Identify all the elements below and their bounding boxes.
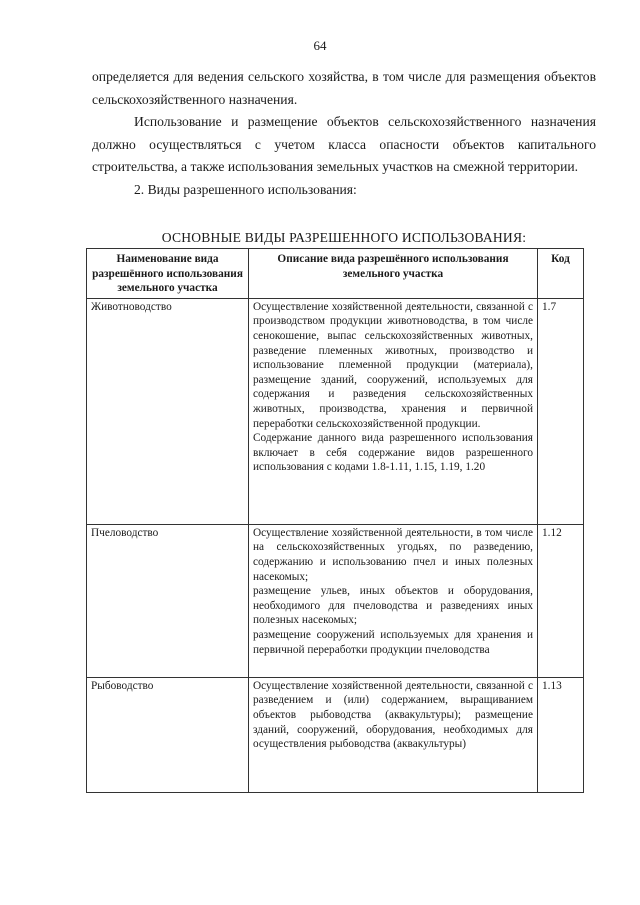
header-description: Описание вида разрешённого использования земельного участка xyxy=(249,249,538,299)
description-part: Содержание данного вида разрешенного использования включает в себя содержание видов разрешенного использования с кодами 1.8-1.11, 1.15, 1.19, 1.20 xyxy=(253,432,533,474)
paragraph-continuation: определяется для ведения сельского хозяйства, в том числе для размещения объектов сельскохозяйственного назначения. xyxy=(92,69,596,107)
table-row xyxy=(87,677,584,792)
table-caption: ОСНОВНЫЕ ВИДЫ РАЗРЕШЕННОГО ИСПОЛЬЗОВАНИЯ: xyxy=(161,230,527,245)
table-header-row xyxy=(87,249,584,299)
description-part: размещение сооружений используемых для хранения и первичной переработки продукции пчеловодства xyxy=(253,628,533,656)
paragraph-usage: Использование и размещение объектов сельскохозяйственного назначения должно осуществляться с учетом класса опасности объектов капитального строительства, а также использования земельных участков на смежной территории. xyxy=(92,114,596,174)
header-name: Наименование вида разрешённого использования земельного участка xyxy=(87,249,249,299)
permitted-uses-table xyxy=(86,248,584,793)
row-description xyxy=(249,524,538,677)
description-part: Осуществление хозяйственной деятельности, связанной с разведением и (или) содержанием, выращиванием объектов рыбоводства (аквакультуры); размещение зданий, сооружений, оборудования, необходимых для осуществления рыбоводства (аквакультуры) xyxy=(253,679,533,751)
description-part: размещение ульев, иных объектов и оборудования, необходимого для пчеловодства и разведениях иных полезных насекомых; xyxy=(253,585,533,627)
header-code: Код xyxy=(538,249,584,299)
row-code: 1.7 xyxy=(538,298,584,524)
description-part: Осуществление хозяйственной деятельности, в том числе на сельскохозяйственных угодьях, по разведению, содержанию и использованию пчел и иных полезных насекомых; xyxy=(253,526,533,583)
table-row xyxy=(87,524,584,677)
row-name: Пчеловодство xyxy=(87,524,249,677)
paragraph-permitted-uses: 2. Виды разрешенного использования: xyxy=(134,181,357,197)
row-description xyxy=(249,677,538,792)
row-name: Рыбоводство xyxy=(87,677,249,792)
row-name: Животноводство xyxy=(87,298,249,524)
page-number: 64 xyxy=(313,38,327,53)
row-code: 1.13 xyxy=(538,677,584,792)
body-text xyxy=(92,66,596,201)
description-part: Осуществление хозяйственной деятельности, связанной с производством продукции животноводства, в том числе сенокошение, выпас сельскохозяйственных животных, разведение племенных животных, производство и использование племенной продукции (материала), размещение зданий, сооружений, используемых для содержания и разведения сельскохозяйственных животных, производства, хранения и первичной переработки сельскохозяйственной продукции. xyxy=(253,300,533,430)
row-code: 1.12 xyxy=(538,524,584,677)
row-description xyxy=(249,298,538,524)
table-row xyxy=(87,298,584,524)
